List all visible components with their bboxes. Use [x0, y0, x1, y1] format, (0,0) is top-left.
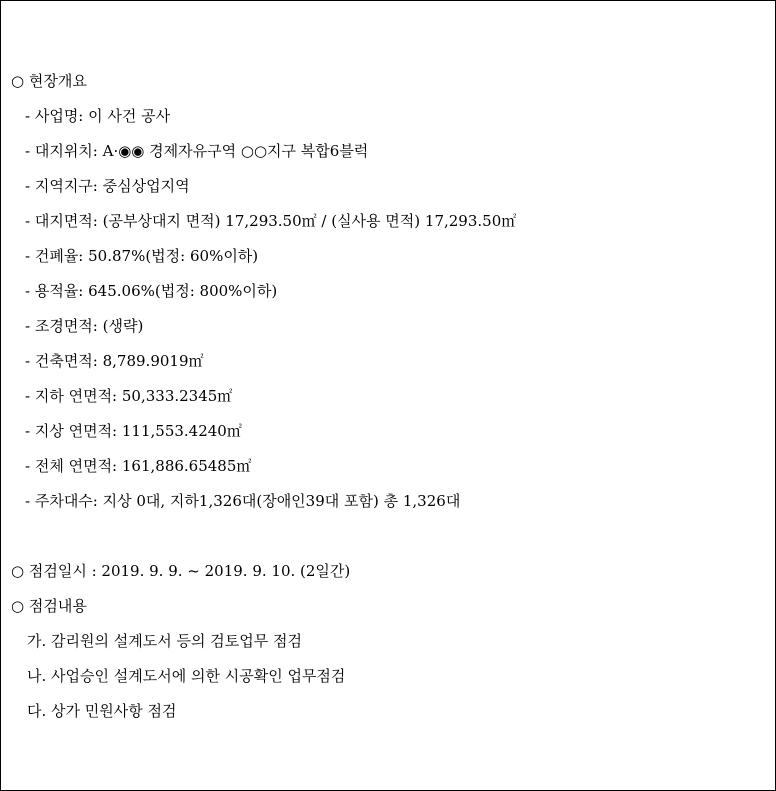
inspection-content-item-na: 나. 사업승인 설계도서에 의한 시공확인 업무점검 — [27, 667, 346, 685]
inspection-content-heading: ○ 점검내용 — [11, 597, 87, 615]
overview-item-landscape-area: - 조경면적: (생략) — [25, 317, 144, 335]
overview-item-underground-floor-area: - 지하 연면적: 50,333.2345㎡ — [25, 387, 233, 405]
inspection-content-item-da: 다. 상가 민원사항 점검 — [27, 702, 177, 720]
inspection-date: ○ 점검일시 : 2019. 9. 9. ~ 2019. 9. 10. (2일간) — [11, 562, 351, 580]
overview-item-building-area: - 건축면적: 8,789.9019㎡ — [25, 352, 204, 370]
overview-item-site-area: - 대지면적: (공부상대지 면적) 17,293.50㎡ / (실사용 면적) 17,293.50㎡ — [25, 212, 517, 230]
overview-heading: ○ 현장개요 — [11, 72, 87, 90]
overview-item-site-location: - 대지위치: A·◉◉ 경제자유구역 ○○지구 복합6블럭 — [25, 142, 369, 160]
overview-item-total-floor-area: - 전체 연면적: 161,886.65485㎡ — [25, 457, 252, 475]
overview-item-floor-area-ratio: - 용적율: 645.06%(법정: 800%이하) — [25, 282, 278, 300]
overview-item-zoning: - 지역지구: 중심상업지역 — [25, 177, 190, 195]
overview-item-parking: - 주차대수: 지상 0대, 지하1,326대(장애인39대 포함) 총 1,326대 — [25, 492, 461, 510]
overview-item-coverage-ratio: - 건폐율: 50.87%(법정: 60%이하) — [25, 247, 259, 265]
overview-item-project-name: - 사업명: 이 사건 공사 — [25, 107, 171, 125]
overview-item-aboveground-floor-area: - 지상 연면적: 111,553.4240㎡ — [25, 422, 242, 440]
inspection-content-item-ga: 가. 감리원의 설계도서 등의 검토업무 점검 — [27, 632, 302, 650]
